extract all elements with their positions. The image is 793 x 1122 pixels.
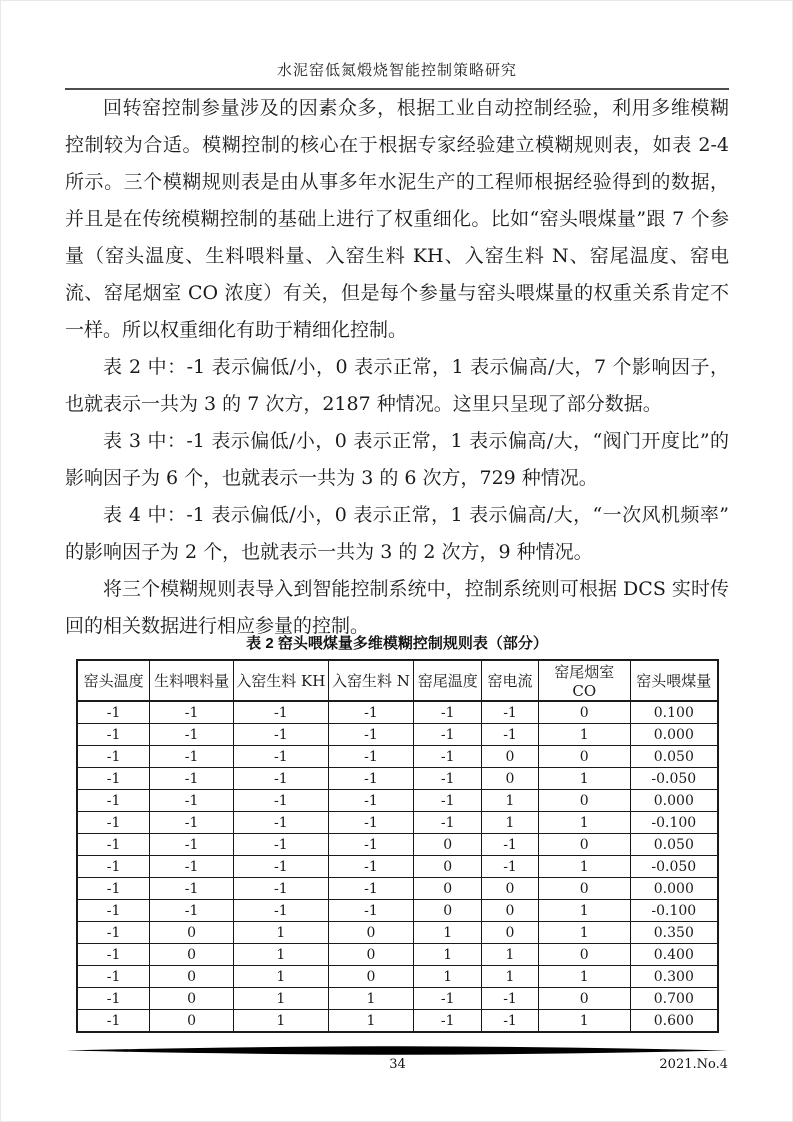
table-cell: -1 — [233, 856, 328, 878]
table-cell: 0 — [414, 900, 482, 922]
table-row — [77, 701, 718, 724]
table-cell: 0 — [150, 944, 234, 966]
table-cell: 1 — [233, 966, 328, 988]
table-row — [77, 900, 718, 922]
table-cell: 1 — [538, 966, 630, 988]
table-cell: -1 — [328, 856, 414, 878]
table-cell: 1 — [538, 900, 630, 922]
table-cell: -1 — [77, 701, 150, 724]
table-cell: -1 — [328, 790, 414, 812]
table-cell: -1 — [150, 834, 234, 856]
table-cell: 0 — [328, 944, 414, 966]
column-header: 窑尾温度 — [414, 660, 482, 701]
paragraph: 表 2 中：-1 表示偏低/小，0 表示正常，1 表示偏高/大，7 个影响因子，也就表示一共为 3 的 7 次方，2187 种情况。这里只呈现了部分数据。 — [65, 356, 729, 415]
table-cell: -0.050 — [630, 856, 718, 878]
table-cell: 0 — [414, 856, 482, 878]
table-cell: -1 — [233, 724, 328, 746]
running-head-title: 水泥窑低氮煅烧智能控制策略研究 — [65, 59, 729, 90]
table-cell: 0 — [328, 922, 414, 944]
table-cell: -1 — [328, 724, 414, 746]
table-cell: 1 — [482, 790, 539, 812]
table-cell: -1 — [77, 856, 150, 878]
table-cell: 1 — [233, 922, 328, 944]
table-cell: -1 — [150, 746, 234, 768]
table-cell: -1 — [414, 988, 482, 1010]
table-cell: -1 — [233, 790, 328, 812]
table-cell: 1 — [414, 966, 482, 988]
table-cell: 1 — [328, 988, 414, 1010]
table-cell: -1 — [77, 922, 150, 944]
table-cell: -1 — [328, 812, 414, 834]
fuzzy-rules-table — [76, 659, 719, 1033]
table-cell: 1 — [414, 922, 482, 944]
table-row — [77, 944, 718, 966]
table-cell: -1 — [233, 746, 328, 768]
table-cell: 1 — [328, 1010, 414, 1033]
table-cell: 0.350 — [630, 922, 718, 944]
table-cell: 0 — [538, 834, 630, 856]
table-cell: -1 — [150, 701, 234, 724]
table-cell: 0 — [538, 878, 630, 900]
table-cell: 0 — [482, 900, 539, 922]
table-cell: 0 — [414, 834, 482, 856]
column-header: 入窑生料 N — [328, 660, 414, 701]
table-cell: 1 — [233, 988, 328, 1010]
table-row — [77, 746, 718, 768]
table-cell: 0 — [538, 988, 630, 1010]
table-cell: 0.300 — [630, 966, 718, 988]
column-header: 生料喂料量 — [150, 660, 234, 701]
table-cell: -1 — [150, 900, 234, 922]
table-caption: 表 2 窑头喂煤量多维模糊控制规则表（部分） — [246, 635, 548, 652]
table-cell: -1 — [77, 812, 150, 834]
table-row — [77, 1010, 718, 1033]
table-cell: -1 — [77, 768, 150, 790]
table-cell: 0 — [150, 966, 234, 988]
table-cell: 1 — [482, 966, 539, 988]
table-cell: 1 — [482, 944, 539, 966]
table-cell: 0 — [538, 944, 630, 966]
column-header: 窑头喂煤量 — [630, 660, 718, 701]
column-header: 窑头温度 — [77, 660, 150, 701]
table-cell: 0.050 — [630, 834, 718, 856]
table-cell: -1 — [482, 701, 539, 724]
table-cell: 1 — [233, 1010, 328, 1033]
table-cell: 0 — [482, 746, 539, 768]
table-cell: -0.100 — [630, 900, 718, 922]
table-cell: -1 — [328, 768, 414, 790]
table-cell: 0 — [150, 988, 234, 1010]
issue-label: 2021.No.4 — [659, 1057, 728, 1072]
table-cell: 0.000 — [630, 790, 718, 812]
table-cell: 1 — [538, 1010, 630, 1033]
table-row — [77, 812, 718, 834]
table-cell: -0.100 — [630, 812, 718, 834]
table-row — [77, 922, 718, 944]
table-cell: -1 — [150, 724, 234, 746]
paragraph: 表 3 中：-1 表示偏低/小，0 表示正常，1 表示偏高/大，“阀门开度比”的影响因子为 6 个，也就表示一共为 3 的 6 次方，729 种情况。 — [65, 430, 729, 489]
table-cell: -1 — [77, 746, 150, 768]
table-cell: -1 — [328, 834, 414, 856]
table-cell: 0 — [538, 790, 630, 812]
paragraph: 将三个模糊规则表导入到智能控制系统中，控制系统则可根据 DCS 实时传回的相关数据进行相应参量的控制。 — [65, 578, 729, 637]
table-cell: -1 — [482, 856, 539, 878]
table-row — [77, 834, 718, 856]
table-cell: -1 — [328, 746, 414, 768]
table-cell: 1 — [482, 812, 539, 834]
table-cell: -1 — [77, 878, 150, 900]
page-number: 34 — [389, 1057, 406, 1072]
table-cell: -1 — [414, 790, 482, 812]
table-cell: 1 — [538, 922, 630, 944]
table-cell: 0 — [538, 701, 630, 724]
table-cell: -1 — [77, 724, 150, 746]
table-cell: -1 — [77, 1010, 150, 1033]
table-cell: -1 — [150, 768, 234, 790]
table-cell: -1 — [482, 724, 539, 746]
table-cell: -1 — [150, 856, 234, 878]
table-cell: 0.000 — [630, 878, 718, 900]
table-cell: -1 — [77, 988, 150, 1010]
table-row — [77, 878, 718, 900]
table-header-row — [77, 660, 718, 701]
table-cell: 0 — [482, 922, 539, 944]
table-cell: -1 — [414, 768, 482, 790]
column-header: 窑尾烟室 CO — [538, 660, 630, 701]
table-cell: 0.700 — [630, 988, 718, 1010]
table-cell: -1 — [482, 834, 539, 856]
table-cell: -1 — [150, 878, 234, 900]
table-header — [77, 660, 718, 701]
table-cell: -1 — [77, 944, 150, 966]
table-cell: 0 — [328, 966, 414, 988]
table-cell: 0 — [150, 1010, 234, 1033]
paragraph: 回转窑控制参量涉及的因素众多，根据工业自动控制经验，利用多维模糊控制较为合适。模糊控制的核心在于根据专家经验建立模糊规则表，如表 2-4 所示。三个模糊规则表是由从事多年水泥生产的工程师根据经验得到的数据，并且是在传统模糊控制的基础上进行了权重细化。比如“窑头喂煤量”跟 7 个参量（窑头温度、生料喂料量、入窑生料 KH、入窑生料 N、窑尾温度、窑电流、窑尾烟室 CO 浓度）有关，但是每个参量与窑头喂煤量的权重关系肯定不一样。所以权重细化有助于精细化控制。 — [65, 97, 729, 341]
table-cell: -1 — [77, 790, 150, 812]
table-cell: -1 — [233, 812, 328, 834]
table-row — [77, 856, 718, 878]
table-cell: -1 — [77, 900, 150, 922]
table-cell: -1 — [414, 812, 482, 834]
table-row — [77, 724, 718, 746]
column-header: 入窑生料 KH — [233, 660, 328, 701]
table-cell: 0.100 — [630, 701, 718, 724]
table-cell: -0.050 — [630, 768, 718, 790]
table-cell: 0 — [482, 878, 539, 900]
table-cell: 0.000 — [630, 724, 718, 746]
table-cell: 0.050 — [630, 746, 718, 768]
table-cell: 1 — [414, 944, 482, 966]
table-cell: -1 — [482, 988, 539, 1010]
table-cell: 0 — [482, 768, 539, 790]
table-cell: 0 — [414, 878, 482, 900]
table-cell: 1 — [538, 768, 630, 790]
paragraph: 表 4 中：-1 表示偏低/小，0 表示正常，1 表示偏高/大，“一次风机频率”的影响因子为 2 个，也就表示一共为 3 的 2 次方，9 种情况。 — [65, 504, 729, 563]
table-row — [77, 768, 718, 790]
table-cell: 0.400 — [630, 944, 718, 966]
table-cell: -1 — [414, 724, 482, 746]
footer-decorative-bar — [65, 1045, 729, 1056]
table-row — [77, 966, 718, 988]
table-cell: -1 — [233, 834, 328, 856]
table-cell: 1 — [538, 812, 630, 834]
table-cell: -1 — [328, 900, 414, 922]
table-cell: -1 — [233, 900, 328, 922]
table-cell: 1 — [538, 856, 630, 878]
table-cell: -1 — [414, 746, 482, 768]
table-cell: -1 — [482, 1010, 539, 1033]
table-cell: -1 — [150, 812, 234, 834]
table-cell: -1 — [77, 834, 150, 856]
table-cell: -1 — [328, 878, 414, 900]
table-cell: 0.600 — [630, 1010, 718, 1033]
table-cell: 0 — [150, 922, 234, 944]
rules-table-body — [77, 701, 718, 1032]
table-cell: -1 — [328, 701, 414, 724]
table-cell: -1 — [233, 768, 328, 790]
column-header: 窑电流 — [482, 660, 539, 701]
table-cell: -1 — [77, 966, 150, 988]
table-row — [77, 790, 718, 812]
table-row — [77, 988, 718, 1010]
table-cell: 0 — [538, 746, 630, 768]
table-cell: -1 — [414, 701, 482, 724]
body-text-block — [65, 90, 729, 645]
table-cell: 1 — [233, 944, 328, 966]
table-cell: -1 — [414, 1010, 482, 1033]
table-cell: -1 — [233, 878, 328, 900]
table-cell: -1 — [150, 790, 234, 812]
table-cell: 1 — [538, 724, 630, 746]
table-cell: -1 — [233, 701, 328, 724]
